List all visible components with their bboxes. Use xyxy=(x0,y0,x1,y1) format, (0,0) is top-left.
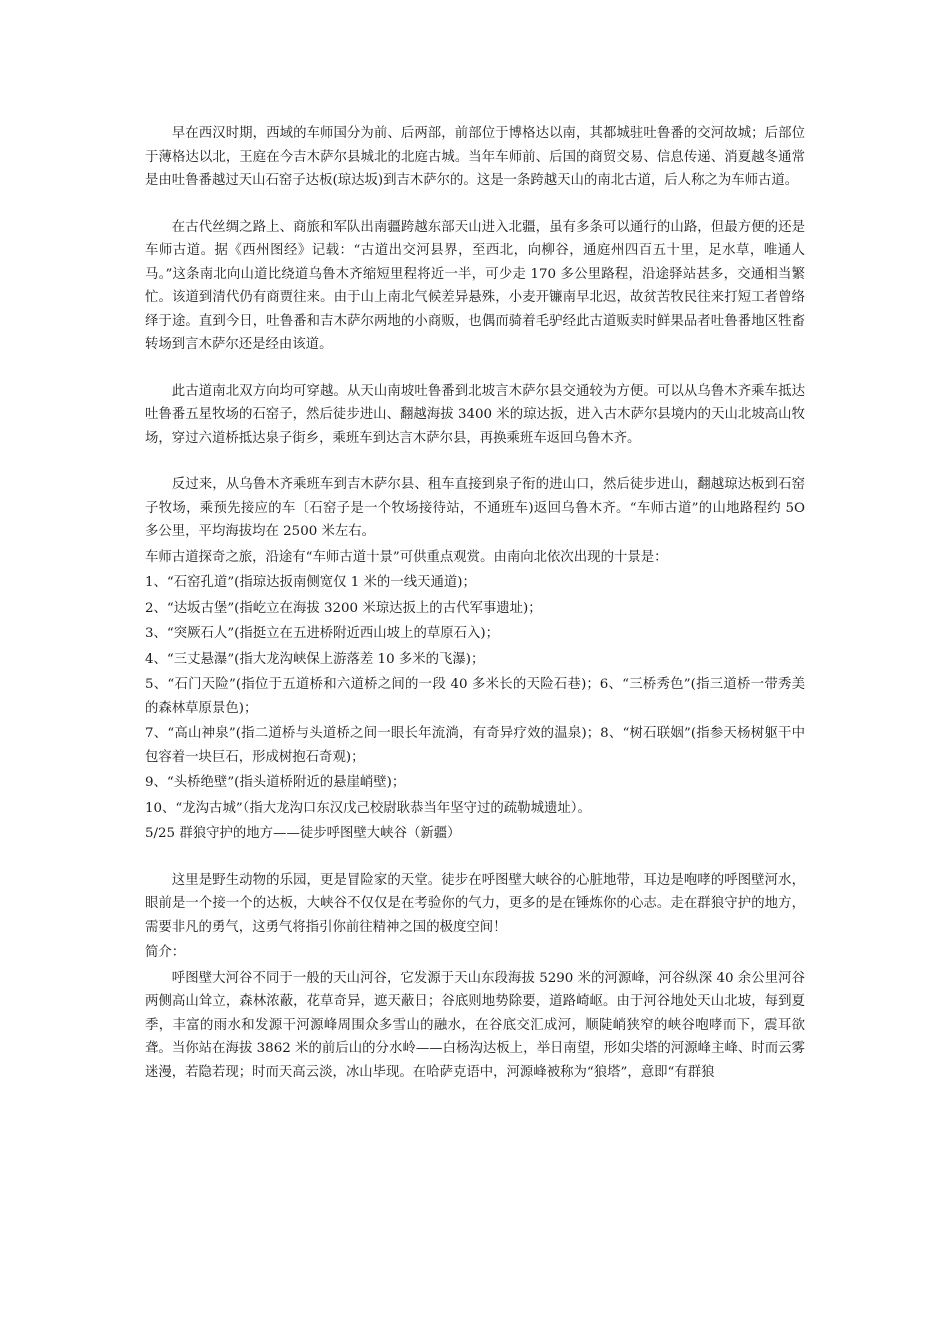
section-intro-paragraph: 这里是野生动物的乐园，更是冒险家的天堂。徒步在呼图壁大峡谷的心脏地带，耳边是咆哮的呼图壁河水，眼前是一个接一个的达板，大峡谷不仅仅是在考验你的气力，更多的是在锤炼你的心志。走在群狼守护的地方，需要非凡的勇气，这勇气将指引你前往精神之国的极度空间！ xyxy=(145,872,805,935)
list-item: 1、“石窑孔道”(指琼达扳南侧宽仅 1 米的一线天通道)； xyxy=(145,575,476,590)
brief-label: 简介： xyxy=(145,945,186,960)
paragraph-route-north-south: 反过来，从乌鲁木齐乘班车到吉木萨尔县、租车直接到泉子衔的进山口，然后徒步进山，翻越琼达板到石窑子牧场，乘预先接应的车〔石窑子是一个牧场接待站，不通班车)返回乌鲁木齐。“车师古道”的山地路程约 5O 多公里，平均海拔均在 2500 米左右。 xyxy=(145,477,805,539)
scenic-list xyxy=(145,571,805,820)
section-heading: 5/25 群狼守护的地方——徒步呼图壁大峡谷（新疆） xyxy=(145,826,461,841)
paragraph-che-shi-history: 早在西汉时期，西域的车师国分为前、后两部，前部位于博格达以南，其都城驻吐鲁番的交河故城；后部位于薄格达以北，王庭在今吉木萨尔县城北的北庭古城。当年车师前、后国的商贸交易、信息传递、消夏越冬通常是由吐鲁番越过天山石窑子达板(琼达坂)到吉木萨尔的。这是一条跨越天山的南北古道，后人称之为车师古道。 xyxy=(145,126,805,188)
list-item: 10、“龙沟古城”（指大龙沟口东汉戊己校尉耿恭当年坚守过的疏勒城遗址）。 xyxy=(145,800,591,816)
brief-paragraph: 呼图壁大河谷不同于一般的天山河谷，它发源于天山东段海拔 5290 米的河源峰，河谷纵深 40 余公里河谷两侧高山耸立，森林浓蔽，花草奇异，遮天蔽日；谷底则地势除要，道路崎岖。由于河谷地处天山北坡，每到夏季，丰富的雨水和发源干河源峰周围众多雪山的融水，在谷底交汇成河，顺陡峭狭窄的峡谷咆哮而下，震耳欲聋。当你站在海拔 3862 米的前后山的分水岭——白杨沟达板上，举日南望，形如尖塔的河源峰主峰、时而云雾迷漫，若隐若现；时而天高云淡，冰山毕现。在哈萨克语中，河源峰被称为“狼塔”，意即“有群狼 xyxy=(145,970,805,1080)
list-item: 7、“高山神泉”(指二道桥与头道桥之间一眼长年流淌，有奇异疗效的温泉)；8、“树石联姻”(指参天杨树躯干中包容着一块巨石，形成树抱石奇观)； xyxy=(145,726,805,765)
list-item: 3、“突厥石人”(指挺立在五进桥附近西山坡上的草原石入)； xyxy=(145,626,500,641)
paragraph-silk-road: 在古代丝绸之路上、商旅和军队出南疆跨越东部天山进入北疆，虽有多条可以通行的山路，但最方便的还是车师古道。据《西州图经》记载：“古道出交河县界，至西北，向柳谷，通庭州四百五十里，足水草，唯通人马。”这条南北向山道比绕道乌鲁木齐缩短里程将近一半，可少走 170 多公里路程，沿途驿站甚多，交通相当繁忙。该道到清代仍有商贾往来。由于山上南北气候差异悬殊，小麦开镰南早北迟，故贫苦牧民往来打短工者曾络绎于途。直到今日，吐鲁番和吉木萨尔两地的小商贩，也偶而骑着毛驴经此古道贩卖时鲜果品者吐鲁番地区牲畜转场到言木萨尔还是经由该道。 xyxy=(145,219,805,352)
scenic-intro-line: 车师古道探奇之旅，沿途有“车师古道十景”可供重点观赏。由南向北依次出现的十景是： xyxy=(145,549,668,565)
list-item: 2、“达坂古堡”(指屹立在海拔 3200 米琼达扳上的古代军事遗址)； xyxy=(145,600,542,616)
paragraph-route-south-north: 此古道南北双方向均可穿越。从天山南坡吐鲁番到北坡言木萨尔县交通较为方便。可以从乌鲁木齐乘车抵达吐鲁番五星牧场的石窑子，然后徒步进山、翻越海拔 3400 米的琼达扳，进入古木萨尔县境内的天山北坡高山牧场，穿过六道桥抵达泉子街乡，乘班车到达言木萨尔县，再换乘班车返回乌鲁木齐。 xyxy=(145,383,805,446)
list-item: 9、“头桥绝壁”(指头道桥附近的悬崖峭壁)； xyxy=(145,775,406,790)
list-item: 4、“三丈悬瀑”(指大龙沟峡保上游落差 10 多米的飞瀑)； xyxy=(145,651,485,667)
list-item: 5、“石门天险”(指位于五道桥和六道桥之间的一段 40 多米长的天险石巷)；6、“三桥秀色”(指三道桥一带秀美的森林草原景色)； xyxy=(145,677,805,716)
